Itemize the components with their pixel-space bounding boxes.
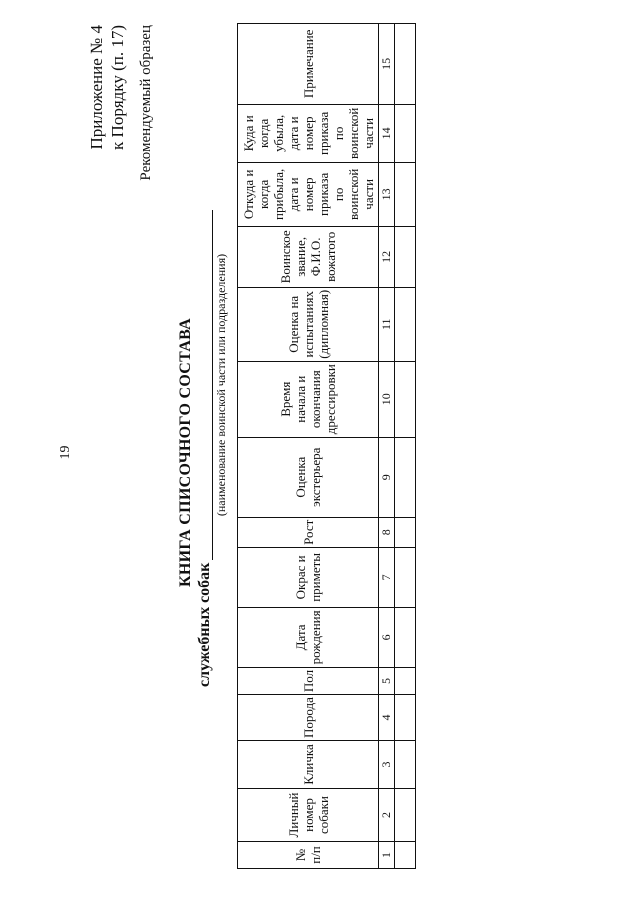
dog-register-table [237,23,416,869]
empty-cell [395,789,416,842]
header-cell: Кличка [238,741,379,789]
header-cell: Личный номер собаки [238,789,379,842]
header-cell: Воинское звание, Ф.И.О. вожатого [238,226,379,287]
empty-cell [395,361,416,437]
column-number: 10 [379,361,395,437]
column-number: 4 [379,695,395,741]
empty-cell [395,741,416,789]
appendix-line-1: Приложение № 4 [87,25,106,150]
empty-cell [395,667,416,694]
header-cell: Примечание [238,23,379,104]
table-header-row [238,23,379,868]
empty-cell [395,226,416,287]
appendix-reference [86,25,128,345]
column-number: 7 [379,547,395,607]
column-number-row [379,23,395,868]
unit-name-fill-line [212,210,213,560]
column-number: 12 [379,226,395,287]
column-number: 13 [379,162,395,226]
page-number: 19 [58,445,73,460]
book-title: КНИГА СПИСОЧНОГО СОСТАВА [177,318,194,587]
header-cell: Откуда и когда прибыла, дата и номер приказа по воинской части [238,162,379,226]
column-number: 2 [379,789,395,842]
empty-cell [395,547,416,607]
empty-cell [395,162,416,226]
unit-name-caption: (наименование воинской части или подразделения) [214,253,228,517]
empty-cell [395,287,416,361]
header-cell: № п/п [238,842,379,869]
empty-cell [395,695,416,741]
header-cell: Дата рождения [238,607,379,667]
empty-cell [395,607,416,667]
header-cell: Окрас и приметы [238,547,379,607]
empty-cell [395,104,416,162]
column-number: 8 [379,517,395,547]
column-number: 14 [379,104,395,162]
header-cell: Время начала и окончания дрессировки [238,361,379,437]
column-number: 15 [379,23,395,104]
header-cell: Куда и когда убыла, дата и номер приказа по воинской части [238,104,379,162]
column-number: 11 [379,287,395,361]
empty-cell [395,23,416,104]
column-number: 9 [379,437,395,517]
empty-entry-row [395,23,416,868]
header-cell: Порода [238,695,379,741]
header-cell: Оценка на испытаниях (дипломная) [238,287,379,361]
empty-cell [395,842,416,869]
book-subtitle: служебных собак [196,562,213,687]
column-number: 5 [379,667,395,694]
header-cell: Оценка экстерьера [238,437,379,517]
column-number: 6 [379,607,395,667]
appendix-line-2: к Порядку (п. 17) [108,25,127,150]
empty-cell [395,437,416,517]
header-cell: Пол [238,667,379,694]
header-cell: Рост [238,517,379,547]
empty-cell [395,517,416,547]
column-number: 3 [379,741,395,789]
recommended-sample-note: Рекомендуемый образец [138,25,154,181]
column-number: 1 [379,842,395,869]
